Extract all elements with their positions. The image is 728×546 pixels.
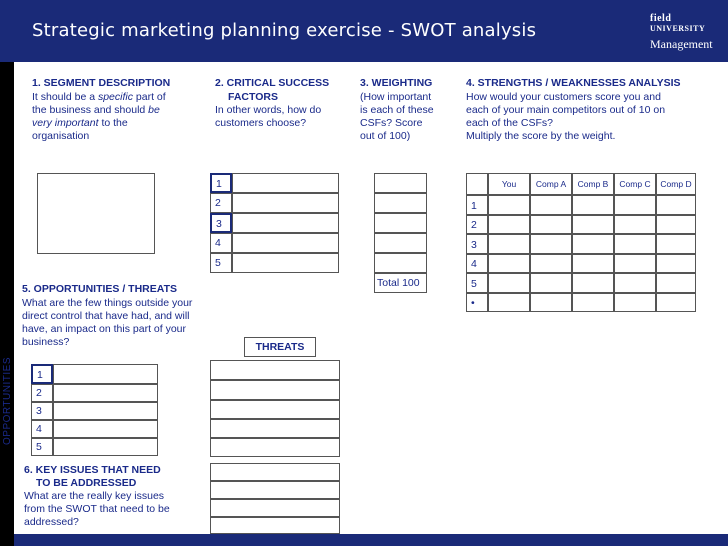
bottom-bar bbox=[14, 534, 728, 546]
threats-label: THREATS bbox=[244, 337, 316, 357]
score-cell[interactable] bbox=[488, 293, 530, 312]
key-issue-input[interactable] bbox=[210, 499, 340, 517]
weight-input[interactable] bbox=[374, 253, 427, 273]
csf-row-number: 2 bbox=[210, 193, 232, 213]
weighting-text-line1: (How important bbox=[360, 91, 432, 103]
csf-row-number: 3 bbox=[210, 213, 232, 233]
score-cell[interactable] bbox=[614, 254, 656, 273]
strengths-text-line4: Multiply the score by the weight. bbox=[466, 130, 616, 142]
threat-input[interactable] bbox=[210, 438, 340, 457]
key-issue-input[interactable] bbox=[210, 517, 340, 534]
score-cell[interactable] bbox=[656, 293, 696, 312]
segment-heading: 1. SEGMENT DESCRIPTION bbox=[32, 77, 171, 89]
opportunities-heading: 5. OPPORTUNITIES / THREATS bbox=[22, 283, 177, 295]
score-cell[interactable] bbox=[572, 215, 614, 234]
csf-row-number: 1 bbox=[210, 173, 232, 193]
score-cell[interactable] bbox=[614, 195, 656, 215]
score-cell[interactable] bbox=[656, 195, 696, 215]
csf-heading-line2: FACTORS bbox=[228, 91, 278, 103]
score-cell[interactable] bbox=[572, 273, 614, 293]
score-cell[interactable] bbox=[614, 273, 656, 293]
segment-text-line1: It should be a specific part of bbox=[32, 91, 166, 103]
segment-text-line2: the business and should be bbox=[32, 104, 160, 116]
score-cell[interactable] bbox=[488, 215, 530, 234]
strengths-text-line1: How would your customers score you and bbox=[466, 91, 661, 103]
weight-total: Total 100 bbox=[374, 273, 427, 293]
weighting-text-line4: out of 100) bbox=[360, 130, 411, 142]
score-cell[interactable] bbox=[488, 195, 530, 215]
score-cell[interactable] bbox=[572, 293, 614, 312]
csf-input[interactable] bbox=[232, 253, 339, 273]
score-cell[interactable] bbox=[572, 234, 614, 254]
strength-row-number: 4 bbox=[466, 254, 488, 273]
score-cell[interactable] bbox=[530, 273, 572, 293]
score-cell[interactable] bbox=[488, 234, 530, 254]
issues-text-line1: What are the really key issues bbox=[24, 490, 165, 502]
segment-description-box[interactable] bbox=[37, 173, 155, 254]
csf-input[interactable] bbox=[232, 233, 339, 253]
csf-row-number: 4 bbox=[210, 233, 232, 253]
logo-university: UNIVERSITY bbox=[650, 24, 706, 33]
issues-text-line2: from the SWOT that need to be bbox=[24, 503, 170, 515]
csf-input[interactable] bbox=[232, 173, 339, 193]
threat-input[interactable] bbox=[210, 400, 340, 419]
issues-heading-line2: TO BE ADDRESSED bbox=[36, 477, 137, 489]
score-cell[interactable] bbox=[530, 293, 572, 312]
opportunity-input[interactable] bbox=[53, 402, 158, 420]
csf-input[interactable] bbox=[232, 193, 339, 213]
logo-management: Management bbox=[650, 37, 713, 51]
threat-input[interactable] bbox=[210, 360, 340, 380]
score-cell[interactable] bbox=[530, 215, 572, 234]
strength-row-number: 2 bbox=[466, 215, 488, 234]
segment-text-line3: very important to the bbox=[32, 117, 128, 129]
strengths-text-line2: each of your main competitors out of 10 on bbox=[466, 104, 666, 116]
score-cell[interactable] bbox=[488, 273, 530, 293]
csf-heading-line1: 2. CRITICAL SUCCESS bbox=[215, 77, 330, 89]
strength-row-number: 1 bbox=[466, 195, 488, 215]
column-header-comp-c: Comp C bbox=[614, 173, 656, 195]
weight-input[interactable] bbox=[374, 233, 427, 253]
grid-corner bbox=[466, 173, 488, 195]
score-cell[interactable] bbox=[656, 254, 696, 273]
score-cell[interactable] bbox=[488, 254, 530, 273]
strength-row-number: • bbox=[466, 293, 488, 312]
opportunity-input[interactable] bbox=[53, 420, 158, 438]
key-issue-input[interactable] bbox=[210, 463, 340, 481]
threat-input[interactable] bbox=[210, 380, 340, 400]
csf-input[interactable] bbox=[232, 213, 339, 233]
opportunity-row-number: 1 bbox=[31, 364, 53, 384]
column-header-comp-d: Comp D bbox=[656, 173, 696, 195]
column-header-comp-a: Comp A bbox=[530, 173, 572, 195]
weight-input[interactable] bbox=[374, 193, 427, 213]
strengths-text-line3: each of the CSFs? bbox=[466, 117, 553, 129]
strengths-rows bbox=[466, 195, 696, 313]
page-title: Strategic marketing planning exercise - SWOT analysis bbox=[32, 20, 537, 41]
issues-text-line3: addressed? bbox=[24, 516, 79, 528]
logo-word: field bbox=[650, 13, 672, 24]
opportunity-row-number: 5 bbox=[31, 438, 53, 456]
weighting-heading: 3. WEIGHTING bbox=[360, 77, 433, 89]
opportunities-text-line4: business? bbox=[22, 336, 70, 348]
strength-row-number: 3 bbox=[466, 234, 488, 254]
opportunities-side-label: OPPORTUNITIES bbox=[2, 357, 13, 445]
threat-input[interactable] bbox=[210, 419, 340, 438]
weight-input[interactable] bbox=[374, 173, 427, 193]
weighting-text-line3: CSFs? Score bbox=[360, 117, 423, 129]
score-cell[interactable] bbox=[572, 254, 614, 273]
opportunities-text-line3: have, an impact on this part of your bbox=[22, 323, 187, 335]
score-cell[interactable] bbox=[656, 273, 696, 293]
issues-heading-line1: 6. KEY ISSUES THAT NEED bbox=[24, 464, 161, 476]
opportunity-row-number: 3 bbox=[31, 402, 53, 420]
score-cell[interactable] bbox=[656, 234, 696, 254]
csf-text-line1: In other words, how do bbox=[215, 104, 322, 116]
opportunity-input[interactable] bbox=[53, 384, 158, 402]
left-bar bbox=[0, 62, 14, 546]
score-cell[interactable] bbox=[614, 215, 656, 234]
opportunity-input[interactable] bbox=[53, 364, 158, 384]
weighting-text-line2: is each of these bbox=[360, 104, 434, 116]
strengths-heading: 4. STRENGTHS / WEAKNESSES ANALYSIS bbox=[466, 77, 681, 89]
score-cell[interactable] bbox=[614, 234, 656, 254]
score-cell[interactable] bbox=[530, 254, 572, 273]
column-header-comp-b: Comp B bbox=[572, 173, 614, 195]
strength-row-number: 5 bbox=[466, 273, 488, 293]
key-issue-input[interactable] bbox=[210, 481, 340, 499]
opportunities-text-line2: direct control that have had, and will bbox=[22, 310, 190, 322]
score-cell[interactable] bbox=[572, 195, 614, 215]
opportunity-input[interactable] bbox=[53, 438, 158, 456]
segment-text-line4: organisation bbox=[32, 130, 90, 142]
score-cell[interactable] bbox=[614, 293, 656, 312]
opportunity-row-number: 2 bbox=[31, 384, 53, 402]
score-cell[interactable] bbox=[656, 215, 696, 234]
csf-row-number: 5 bbox=[210, 253, 232, 273]
opportunities-text-line1: What are the few things outside your bbox=[22, 297, 193, 309]
score-cell[interactable] bbox=[530, 195, 572, 215]
opportunity-row-number: 4 bbox=[31, 420, 53, 438]
university-logo bbox=[650, 8, 713, 52]
score-cell[interactable] bbox=[530, 234, 572, 254]
weight-input[interactable] bbox=[374, 213, 427, 233]
column-header-you: You bbox=[488, 173, 530, 195]
csf-text-line2: customers choose? bbox=[215, 117, 307, 129]
